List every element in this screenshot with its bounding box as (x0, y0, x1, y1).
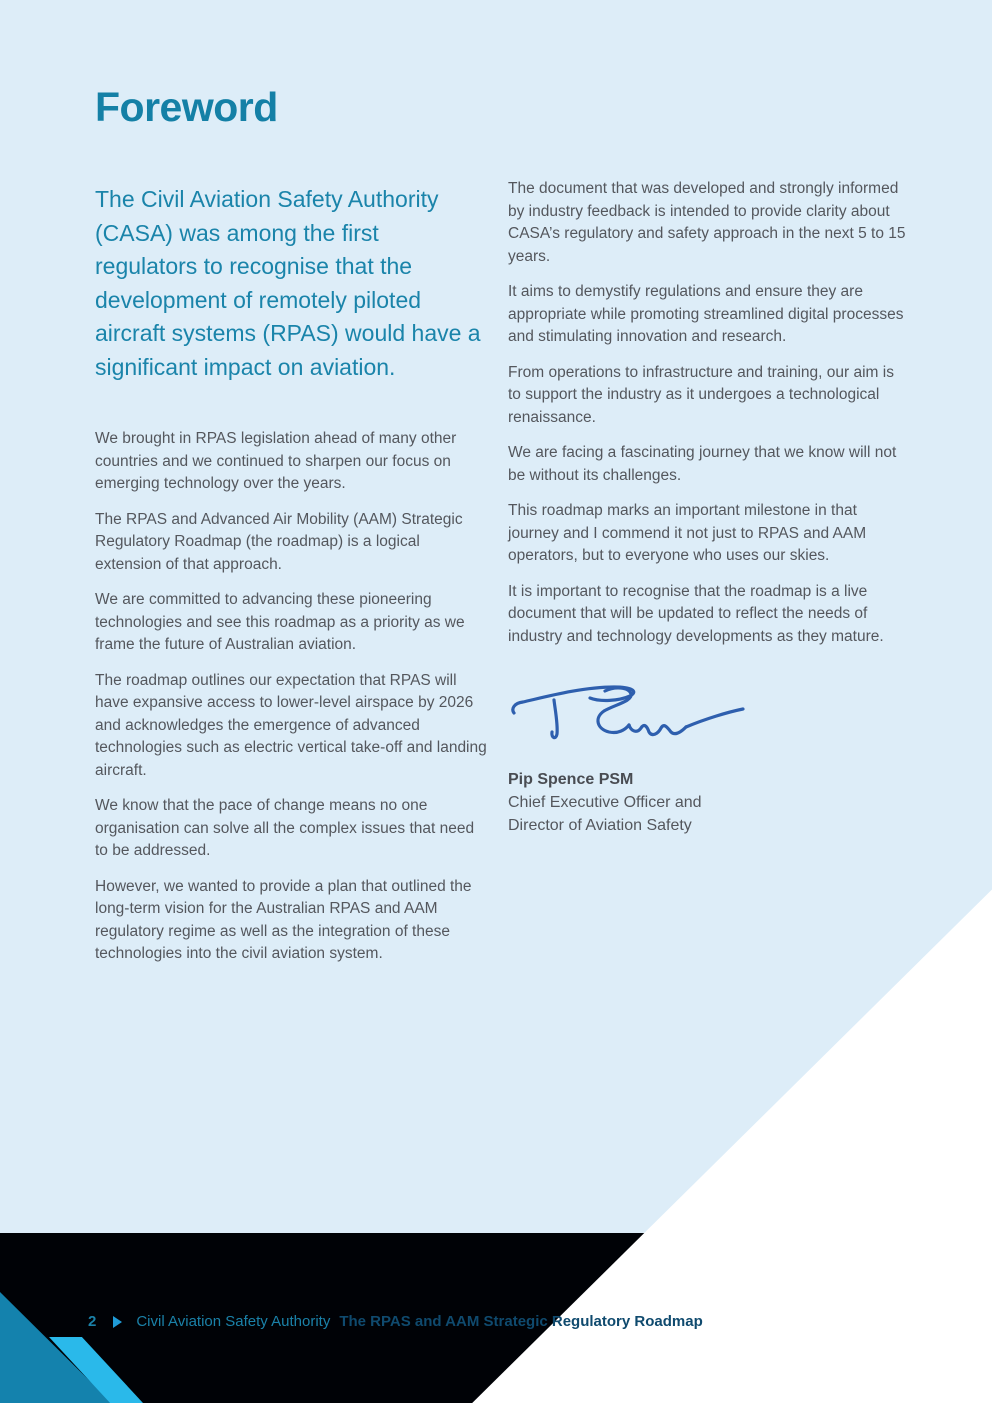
footer-organisation: Civil Aviation Safety Authority (136, 1313, 331, 1330)
left-column-body (95, 428, 487, 966)
paragraph: We know that the pace of change means no one organisation can solve all the complex issues that need to be addressed. (95, 797, 475, 859)
right-column-body (508, 178, 908, 648)
paragraph: It aims to demystify regulations and ensure they are appropriate while promoting streamlined digital processes and stimulating innovation and research. (508, 283, 904, 345)
paragraph: This roadmap marks an important milestone in that journey and I commend it not just to RPAS and AAM operators, but to everyone who uses our skies. (508, 502, 867, 564)
footer-content (88, 1313, 703, 1330)
signatory-role-line1: Chief Executive Officer and (508, 794, 702, 811)
lead-paragraph: The Civil Aviation Safety Authority (CASA) was among the first regulators to recognise that the development of remotely piloted aircraft systems (RPAS) would have a significant impact on aviation. (95, 186, 481, 380)
footer-document-title: The RPAS and AAM Strategic Regulatory Roadmap (339, 1313, 703, 1330)
paragraph: We brought in RPAS legislation ahead of many other countries and we continued to sharpen our focus on emerging technology over the years. (95, 430, 457, 492)
paragraph: From operations to infrastructure and training, our aim is to support the industry as it undergoes a technological renaissance. (508, 363, 894, 426)
paragraph: It is important to recognise that the roadmap is a live document that will be updated to reflect the needs of industry and technology developments as they mature. (508, 582, 884, 645)
chevron-right-icon (113, 1316, 122, 1328)
left-column (95, 84, 487, 966)
signature-image (510, 684, 748, 746)
paragraph: However, we wanted to provide a plan that outlined the long-term vision for the Australian RPAS and AAM regulatory regime as well as the integration of these technologies into the civil aviation system. (95, 877, 472, 962)
paragraph: The RPAS and Advanced Air Mobility (AAM) Strategic Regulatory Roadmap (the roadmap) is a logical extension of that approach. (95, 510, 463, 573)
paragraph: We are facing a fascinating journey that we know will not be without its challenges. (508, 444, 897, 484)
page-title: Foreword (95, 84, 278, 130)
paragraph: We are committed to advancing these pioneering technologies and see this roadmap as a priority as we frame the future of Australian aviation. (95, 591, 465, 653)
paragraph: The roadmap outlines our expectation that RPAS will have expansive access to lower-level airspace by 2026 and acknowledges the emergence of advanced technologies such as electric vertical take-off and landing aircraft. (95, 671, 487, 779)
page-number: 2 (88, 1313, 97, 1330)
paragraph: The document that was developed and strongly informed by industry feedback is intended to provide clarity about CASA’s regulatory and safety approach in the next 5 to 15 years. (508, 180, 906, 265)
signature-block (508, 684, 908, 837)
signatory-name: Pip Spence PSM (508, 771, 634, 788)
right-column (508, 178, 908, 837)
signatory-role-line2: Director of Aviation Safety (508, 817, 692, 834)
